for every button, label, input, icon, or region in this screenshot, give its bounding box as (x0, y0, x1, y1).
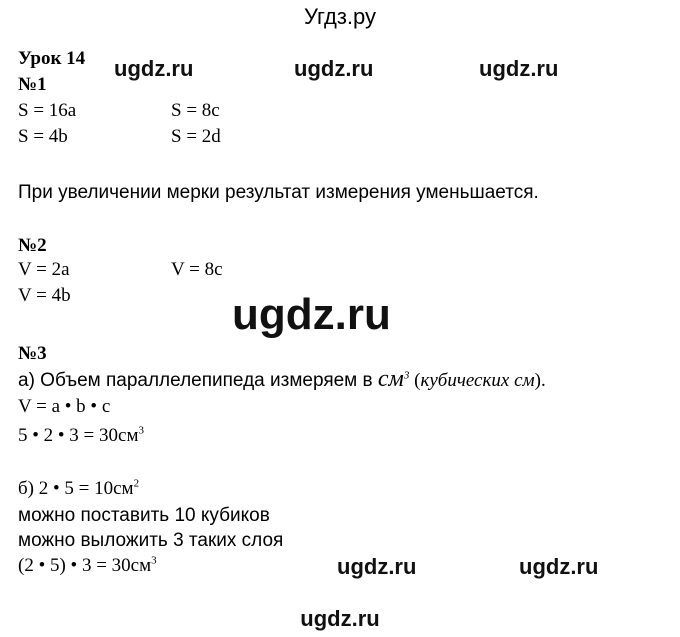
task2-right-1: V = 8c (171, 259, 223, 280)
task3-calc-text: 5 • 2 • 3 = 30см (18, 425, 139, 446)
task3-b-final-exp: 3 (151, 554, 157, 567)
task3-a-paren-close: ). (534, 370, 546, 391)
watermark: ugdz.ru (479, 56, 559, 81)
task1-left-2: S = 4b (18, 126, 68, 147)
watermark: ugdz.ru (337, 554, 417, 579)
task3-a-prefix: а) Объем параллелепипеда измеряем в (18, 370, 378, 391)
task3-b-final-text: (2 • 5) • 3 = 30см (18, 555, 152, 576)
task3-b-final (18, 555, 157, 577)
task3-formula: V = a • b • c (18, 396, 111, 417)
task2-number: №2 (18, 235, 47, 256)
task3-calc (18, 425, 144, 447)
task3-b-line2: можно выложить 3 таких слоя (18, 530, 284, 551)
task1-right-1: S = 8c (171, 100, 220, 121)
task3-calc-exp: 3 (138, 424, 144, 437)
task3-a-paren-text: кубических см (420, 370, 535, 391)
task3-b-calc (18, 478, 139, 500)
task3-number: №3 (18, 343, 47, 364)
watermark: ugdz.ru (519, 554, 599, 579)
task1-number: №1 (18, 74, 47, 95)
task3-a-line (18, 368, 546, 392)
watermark: ugdz.ru (294, 56, 374, 81)
task1-left-1: S = 16a (18, 100, 77, 121)
watermark: ugdz.ru (114, 56, 194, 81)
task3-a-unit-exp: 3 (403, 369, 410, 382)
task2-left-2: V = 4b (18, 285, 71, 306)
site-title: Угдз.ру (303, 4, 377, 29)
lesson-title: Урок 14 (18, 48, 86, 69)
task3-a-unit: см (377, 366, 404, 392)
watermark-large: ugdz.ru (232, 290, 391, 339)
footer-watermark: ugdz.ru (300, 606, 380, 631)
task1-conclusion: При увеличении мерки результат измерения уменьшается. (18, 182, 539, 203)
task2-left-1: V = 2a (18, 259, 70, 280)
task3-b-calc-text: б) 2 • 5 = 10см (18, 478, 134, 499)
task3-a-paren-open: ( (409, 370, 421, 391)
task3-b-line1: можно поставить 10 кубиков (18, 505, 270, 526)
task1-right-2: S = 2d (171, 126, 221, 147)
task3-b-calc-exp: 2 (133, 477, 140, 490)
